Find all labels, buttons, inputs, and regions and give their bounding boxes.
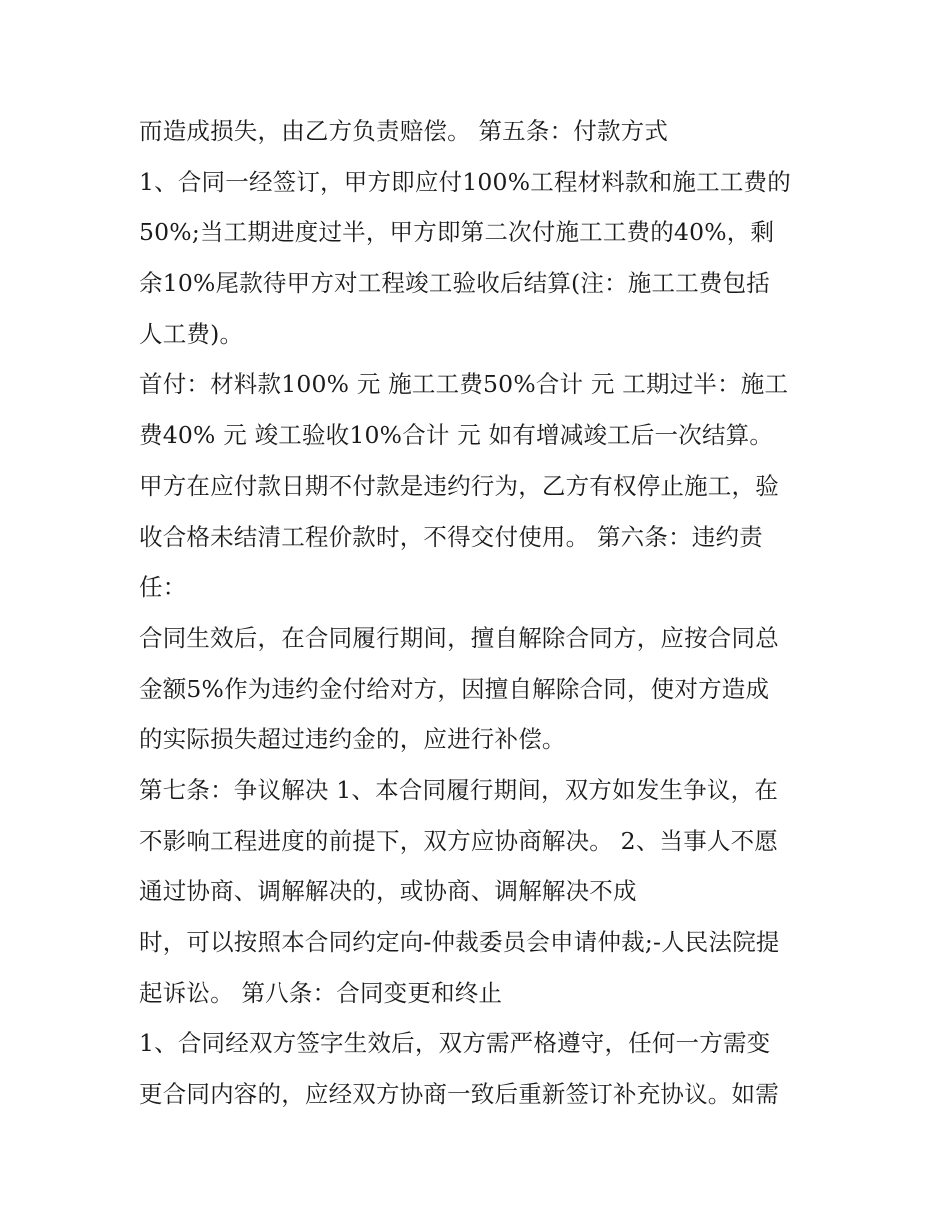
text-line-15: 不影响工程进度的前提下，双方应协商解决。 2、当事人不愿 bbox=[139, 826, 779, 855]
text-line-6: 首付：材料款100% 元 施工工费50%合计 元 工期过半：施工 bbox=[139, 370, 789, 399]
text-line-2: 1、合同一经签订，甲方即应付100%工程材料款和施工工费的 bbox=[139, 167, 791, 196]
document-body bbox=[139, 106, 829, 1120]
text-line-16: 通过协商、调解解决的，或协商、调解解决不成 bbox=[139, 877, 637, 906]
text-line-19: 1、合同经双方签字生效后，双方需严格遵守，任何一方需变 bbox=[139, 1029, 771, 1058]
text-line-5: 人工费)。 bbox=[139, 319, 244, 348]
text-line-13: 的实际损失超过违约金的，应进行补偿。 bbox=[139, 725, 566, 754]
text-line-10: 任： bbox=[139, 573, 187, 602]
text-line-20: 更合同内容的，应经双方协商一致后重新签订补充协议。如需 bbox=[139, 1080, 779, 1109]
text-line-18: 起诉讼。 第八条：合同变更和终止 bbox=[139, 978, 503, 1007]
text-line-3: 50%;当工期进度过半，甲方即第二次付施工工费的40%，剩 bbox=[139, 218, 775, 247]
text-line-1: 而造成损失，由乙方负责赔偿。 第五条：付款方式 bbox=[139, 117, 669, 145]
text-line-12: 金额5%作为违约金付给对方，因擅自解除合同，使对方造成 bbox=[139, 674, 770, 703]
text-line-4: 余10%尾款待甲方对工程竣工验收后结算(注：施工工费包括 bbox=[139, 269, 770, 298]
text-line-17: 时，可以按照本合同约定向-仲裁委员会申请仲裁;-人民法院提 bbox=[139, 928, 780, 956]
text-line-7: 费40% 元 竣工验收10%合计 元 如有增减竣工后一次结算。 bbox=[139, 421, 774, 450]
text-line-14: 第七条：争议解决 1、本合同履行期间，双方如发生争议，在 bbox=[139, 775, 779, 804]
text-line-11: 合同生效后，在合同履行期间，擅自解除合同方，应按合同总 bbox=[139, 623, 779, 652]
text-line-9: 收合格未结清工程价款时，不得交付使用。 第六条：违约责 bbox=[139, 522, 763, 551]
text-line-8: 甲方在应付款日期不付款是违约行为，乙方有权停止施工，验 bbox=[139, 471, 779, 500]
